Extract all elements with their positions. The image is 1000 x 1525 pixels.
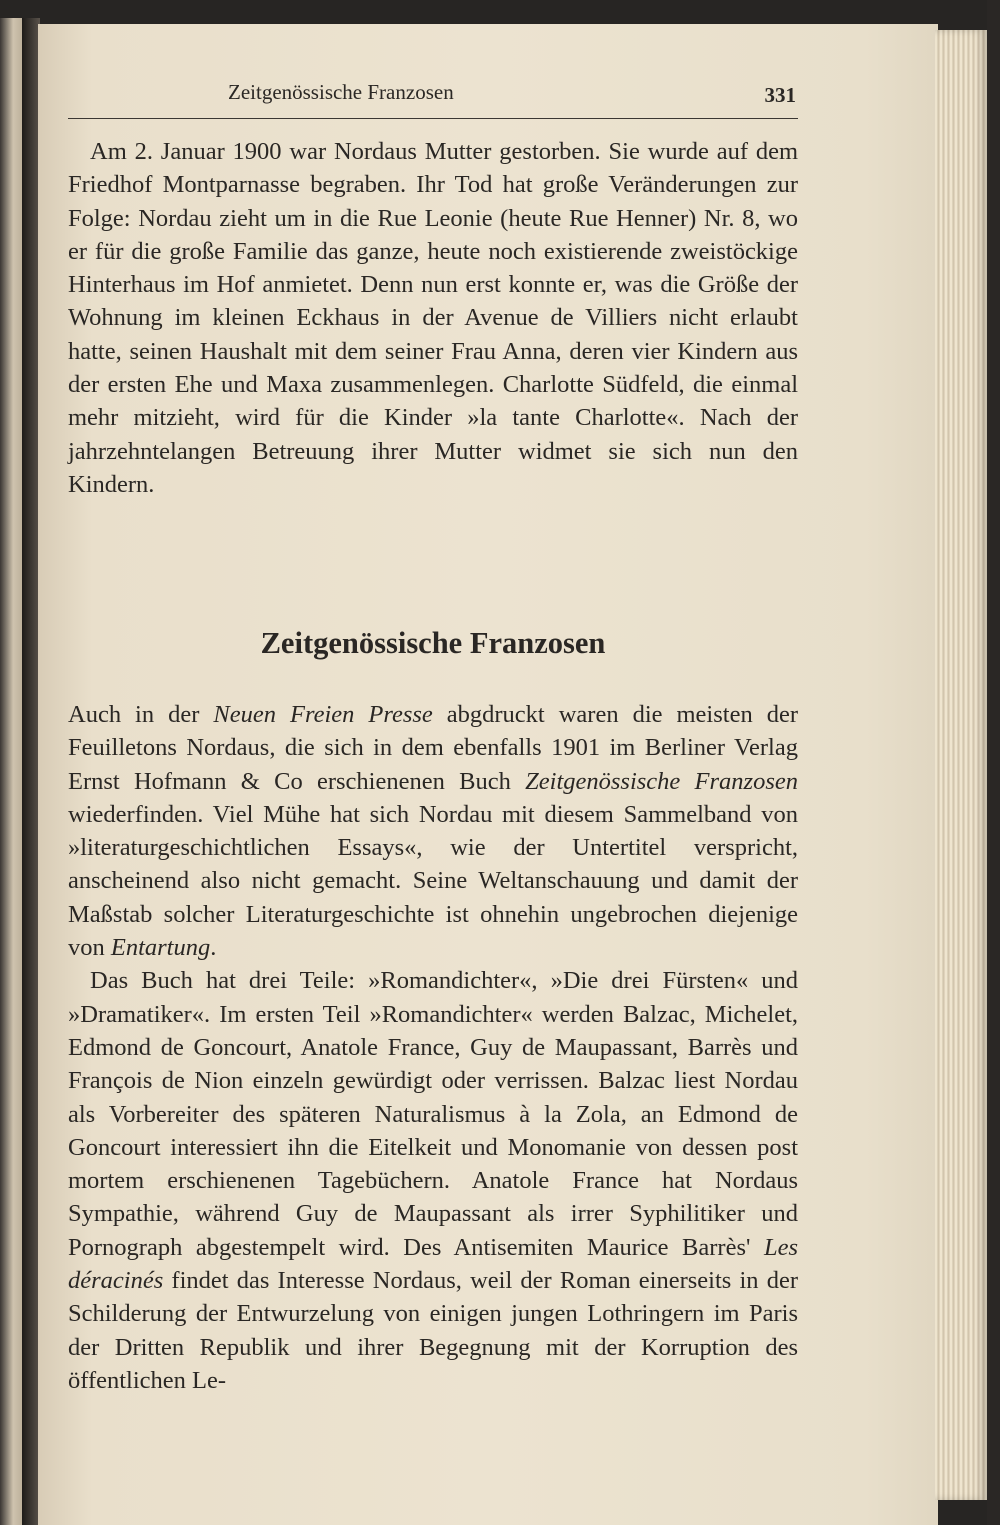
scan-background-edge <box>987 0 1000 1525</box>
italic-title-neue-freie-presse: Neuen Freien Presse <box>213 701 433 728</box>
text-run: Auch in der <box>68 701 214 728</box>
facing-page-edge <box>0 18 24 1525</box>
text-block-section <box>68 698 798 1397</box>
text-block-top <box>68 135 798 501</box>
text-run: wiederfinden. Viel Mühe hat sich Nordau mit diesem Sammelband von »literaturgeschichtlichen Essays«, wie der Untertitel verspricht, anscheinend also nicht gemacht. Seine Weltanschauung und damit der Maßstab solcher Literaturgeschichte ist ohnehin ungebrochen diejenige von <box>68 800 798 962</box>
paragraph-book-parts <box>68 964 798 1397</box>
text-run: . <box>210 934 217 962</box>
page-number: 331 <box>764 83 796 107</box>
paragraph-feuilletons <box>68 698 798 964</box>
page-stack-edges <box>935 30 987 1500</box>
running-head: Zeitgenössische Franzosen <box>228 80 454 104</box>
italic-title-entartung: Entartung <box>110 934 211 962</box>
text-run: Das Buch hat drei Teile: »Romandichter«, »Die drei Fürsten« und »Dramatiker«. Im ersten Teil »Romandichter« werden Balzac, Michelet, Edmond de Goncourt, Anatole France, Guy de Maupassant, Barrès und François de Nion einzeln gewürdigt oder verrissen. Balzac liest Nordau als Vorbereiter des späteren Naturalismus à la Zola, an Edmond de Goncourt interessiert ihn die Eitelkeit und Monomanie von dessen post mortem erschienenen Tagebüchern. Anatole France hat Nordaus Sympathie, während Guy de Maupassant als irrer Syphilitiker und Pornograph abgestempelt wird. Des Antisemiten Maurice Barrès' <box>68 967 798 1261</box>
text-run: findet das Interesse Nordaus, weil der Roman einerseits in der Schilderung der Entwurzelung von einigen jungen Lothringern im Paris der Dritten Republik und ihrer Begegnung mit der Korruption des öffentlichen Le- <box>68 1267 798 1394</box>
text-run: abgdruckt waren die meisten der Feuilletons Nordaus, die sich in dem ebenfalls 1901 im Berliner Verlag Ernst Hofmann & Co erschienenen Buch <box>68 701 798 795</box>
italic-title-les-deracines: Les déracinés <box>68 1233 798 1295</box>
section-heading: Zeitgenössische Franzosen <box>260 626 606 660</box>
page-header <box>68 78 798 119</box>
italic-title-zeitgenoessische-franzosen: Zeitgenössische Franzosen <box>525 767 799 795</box>
paragraph-nordau-move: Am 2. Januar 1900 war Nordaus Mutter gestorben. Sie wurde auf dem Friedhof Montparnasse begraben. Ihr Tod hat große Veränderungen zur Folge: Nordau zieht um in die Rue Leonie (heute Rue Henner) Nr. 8, wo er für die große Familie das ganze, heute noch existierende zweistöckige Hinterhaus im Hof anmietet. Denn nun erst konnte er, was die Größe der Wohnung im kleinen Eckhaus in der Avenue de Villiers nicht erlaubt hatte, seinen Haushalt mit dem seiner Frau Anna, deren vier Kindern aus der ersten Ehe und Maxa zusammenlegen. Charlotte Südfeld, die einmal mehr mitzieht, wird für die Kinder »la tante Charlotte«. Nach der jahrzehntelangen Betreuung ihrer Mutter widmet sie sich nun den Kindern. <box>68 138 798 498</box>
